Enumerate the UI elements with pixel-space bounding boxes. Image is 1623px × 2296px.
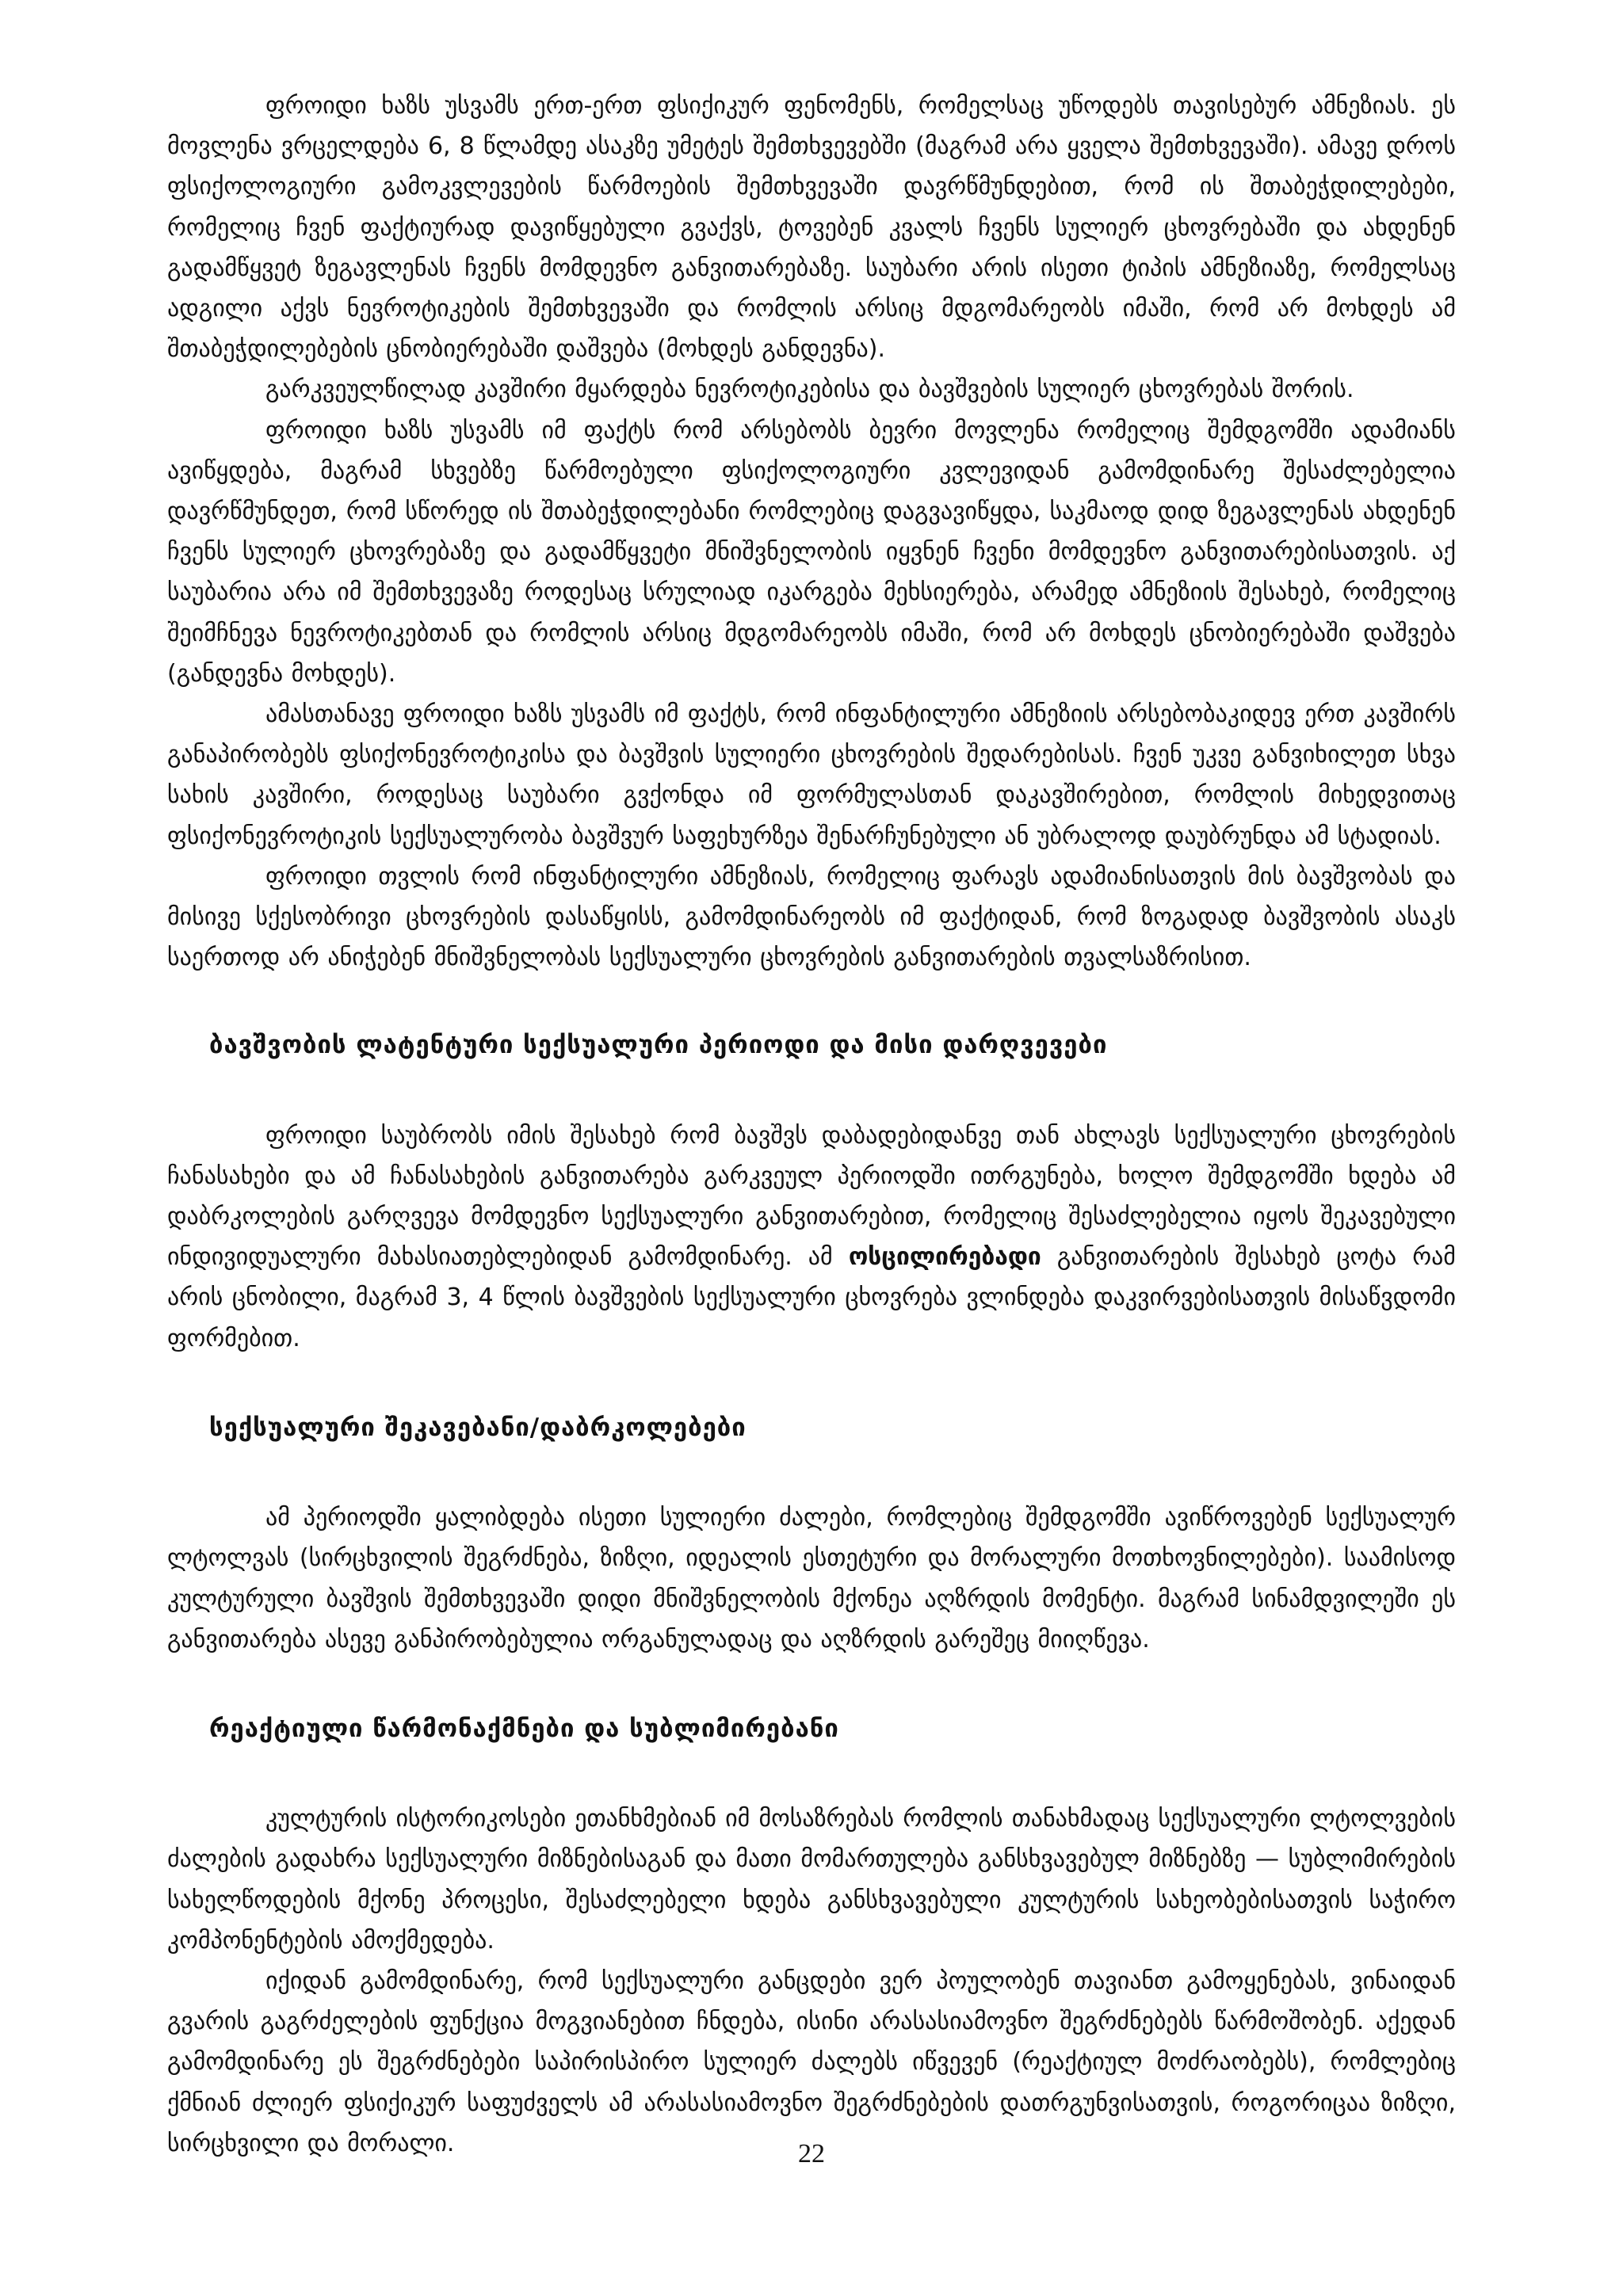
section-heading-sexual-inhibitions: სექსუალური შეკავებანი/დაბრკოლებები (209, 1413, 747, 1442)
paragraph: ამასთანავე ფროიდი ხაზს უსვამს იმ ფაქტს, რომ ინფანტილური ამნეზიის არსებობაკიდევ ერთ კავშირს განაპირობებს ფსიქონევროტიკისა და ბავშვის სულიერი ცხოვრების შედარებისას. ჩვენ უკვე განვიხილეთ სხვა სახის კავშირი, როდესაც საუბარი გვქონდა იმ ფორმულასთან დაკავშირებით, რომლის მიხედვითაც ფსიქონევროტიკის სექსუალურობა ბავშვურ საფეხურზეა შენარჩუნებული ან უბრალოდ დაუბრუნდა ამ სტადიას. (167, 700, 1456, 850)
bold-term: ოსცილირებადი (848, 1243, 1041, 1272)
paragraph: კულტურის ისტორიკოსები ეთანხმებიან იმ მოსაზრებას რომლის თანახმადაც სექსუალური ლტოლვების ძალების გადახრა სექსუალური მიზნებისაგან და მათი მომართულება განსხვავებულ მიზნებზე — სუბლიმირების სახელწოდების მქონე პროცესი, შესაძლებელი ხდება განსხვავებული კულტურის სახეობებისათვის საჭირო კომპონენტების ამოქმედება. (167, 1805, 1456, 1955)
paragraph: ფროიდი ხაზს უსვამს ერთ-ერთ ფსიქიკურ ფენომენს, რომელსაც უწოდებს თავისებურ ამნეზიას. ეს მოვლენა ვრცელდება 6, 8 წლამდე ასაკზე უმეტეს შემთხვევებში (მაგრამ არა ყველა შემთხვევაში). ამავე დროს ფსიქოლოგიური გამოკვლევების წარმოების შემთხვევაში დავრწმუნდებით, რომ ის შთაბეჭდილებები, რომელიც ჩვენ ფაქტიურად დავიწყებული გვაქვს, ტოვებენ კვალს ჩვენს სულიერ ცხოვრებაში და ახდენენ გადამწყვეტ ზეგავლენას ჩვენს მომდევნო განვითარებაზე. საუბარი არის ისეთი ტიპის ამნეზიაზე, რომელსაც ადგილი აქვს ნევროტიკების შემთხვევაში და რომლის არსიც მდგომარეობს იმაში, რომ არ მოხდეს ამ შთაბეჭდილებების ცნობიერებაში დაშვება (მოხდეს განდევნა). (167, 92, 1456, 364)
page-number: 22 (798, 2139, 825, 2168)
paragraph: ამ პერიოდში ყალიბდება ისეთი სულიერი ძალები, რომლებიც შემდგომში ავიწროვებენ სექსუალურ ლტოლვას (სირცხვილის შეგრძნება, ზიზღი, იდეალის ესთეტური და მორალური მოთხოვნილებები). საამისოდ კულტურული ბავშვის შემთხვევაში დიდი მნიშვნელობის მქონეა აღზრდის მომენტი. მაგრამ სინამდვილეში ეს განვითარება ასევე განპირობებულია ორგანულადაც და აღზრდის გარეშეც მიიღწევა. (167, 1504, 1456, 1653)
page-body (167, 86, 1456, 2164)
paragraph (167, 1116, 1456, 1359)
section-heading-reactive-formations: რეაქტიული წარმონაქმნები და სუბლიმირებანი (209, 1714, 839, 1743)
paragraph-text: განვითარების შესახებ ცოტა რამ არის ცნობილი, მაგრამ 3, 4 წლის ბავშვების სექსუალური ცხოვრება ვლინდება დაკვირვებისათვის მისაწვდომი ფორმებით. (167, 1243, 1456, 1352)
paragraph-text: ფროიდი საუბრობს იმის შესახებ რომ ბავშვს დაბადებიდანვე თან ახლავს სექსუალური ცხოვრების ჩანასახები და ამ ჩანასახების განვითარება გარკვეულ პერიოდში ითრგუნება, ხოლო შემდგომში ხდება ამ დაბრკოლების გარღვევა მომდევნო სექსუალური განვითარებით, რომელიც შესაძლებელია იყოს შეკავებული ინდივიდუალური მახასიათებლებიდან გამომდინარე. ამ (167, 1121, 1456, 1272)
paragraph: ფროიდი ხაზს უსვამს იმ ფაქტს რომ არსებობს ბევრი მოვლენა რომელიც შემდგომში ადამიანს ავიწყდება, მაგრამ სხვებზე წარმოებული ფსიქოლოგიური კვლევიდან გამომდინარე შესაძლებელია დავრწმუნდეთ, რომ სწორედ ის შთაბეჭდილებანი რომლებიც დაგვავიწყდა, საკმაოდ დიდ ზეგავლენას ახდენენ ჩვენს სულიერ ცხოვრებაზე და გადამწყვეტი მნიშვნელობის იყვნენ ჩვენი მომდევნო განვითარებისათვის. აქ საუბარია არა იმ შემთხვევაზე როდესაც სრულიად იკარგება მეხსიერება, არამედ ამნეზიის შესახებ, რომელიც შეიმჩნევა ნევროტიკებთან და რომლის არსიც მდგომარეობს იმაში, რომ არ მოხდეს ცნობიერებაში დაშვება (განდევნა მოხდეს). (167, 416, 1456, 688)
paragraph: გარკვეულწილად კავშირი მყარდება ნევროტიკებისა და ბავშვების სულიერ ცხოვრებას შორის. (265, 376, 1354, 404)
paragraph: ფროიდი თვლის რომ ინფანტილური ამნეზიას, რომელიც ფარავს ადამიანისათვის მის ბავშვობას და მისივე სქესობრივი ცხოვრების დასაწყისს, გამომდინარეობს იმ ფაქტიდან, რომ ზოგადად ბავშვობის ასაკს საერთოდ არ ანიჭებენ მნიშვნელობას სექსუალური ცხოვრების განვითარების თვალსაზრისით. (167, 862, 1456, 972)
paragraph: იქიდან გამომდინარე, რომ სექსუალური განცდები ვერ პოულობენ თავიანთ გამოყენებას, ვინაიდან გვარის გაგრძელების ფუნქცია მოგვიანებით ჩნდება, ისინი არასასიამოვნო შეგრძნებებს წარმოშობენ. აქედან გამომდინარე ეს შეგრძნებები საპირისპირო სულიერ ძალებს იწვევენ (რეაქტიულ მოძრაობებს), რომლებიც ქმნიან ძლიერ ფსიქიკურ საფუძველს ამ არასასიამოვნო შეგრძნებების დათრგუნვისათვის, როგორიცაა ზიზღი, სირცხვილი და მორალი. (167, 1966, 1456, 2157)
section-heading-latent-period: ბავშვობის ლატენტური სექსუალური პერიოდი და მისი დარღვევები (209, 1031, 1108, 1060)
